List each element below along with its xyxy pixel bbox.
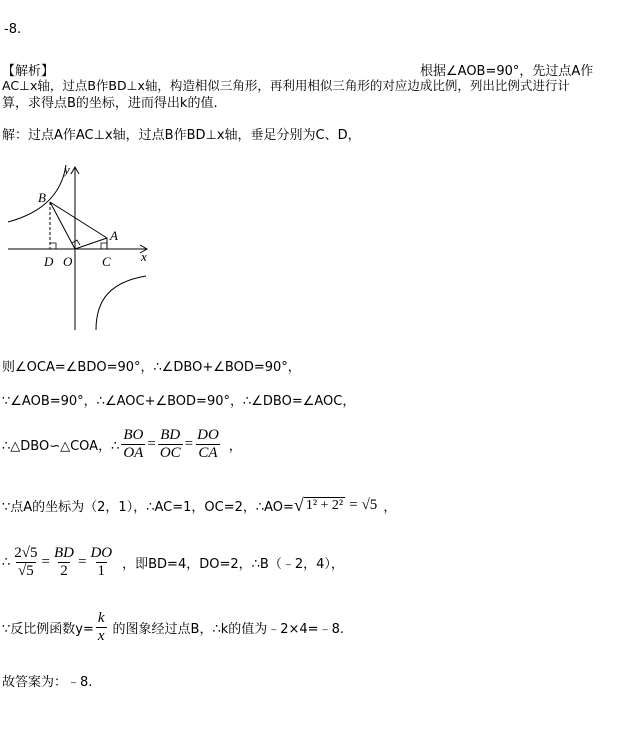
equals-sign: = — [184, 436, 194, 452]
analysis-text-line3: 算，求得点B的坐标，进而得出k的值. — [2, 96, 218, 111]
fraction-denominator: CA — [198, 445, 218, 461]
geometry-diagram — [0, 160, 170, 335]
line-f-pre: ∵反比例函数y= — [2, 622, 94, 637]
solution-line-b: ∵∠AOB=90°，∴∠AOC+∠BOD=90°，∴∠DBO=∠AOC， — [2, 394, 356, 409]
equals-sign: = — [41, 554, 50, 570]
label-y: y — [64, 162, 70, 177]
equals-sign: = — [147, 436, 156, 452]
fraction-denominator: 1 — [97, 563, 106, 579]
fraction-bo-oa — [121, 427, 145, 462]
fraction-denominator: √5 — [18, 563, 34, 579]
fraction-denominator: 2 — [60, 563, 68, 579]
fraction-bd-oc — [158, 427, 183, 462]
fraction-numerator: k — [97, 610, 105, 626]
fraction-2sqrt5-sqrt5 — [12, 545, 39, 580]
fraction-numerator: BD — [160, 427, 181, 443]
fraction-numerator: 2√5 — [14, 545, 38, 561]
segment-oa — [75, 238, 107, 249]
line-d-pre: ∵点A的坐标为（2，1），∴AC=1，OC=2，∴AO= — [2, 500, 294, 515]
line-e-pre: ∴ — [2, 555, 11, 570]
label-c: C — [102, 254, 111, 269]
fraction-bd-2 — [52, 545, 76, 580]
fraction-denominator: OA — [123, 445, 144, 461]
final-answer: 故答案为：﹣8. — [2, 675, 93, 690]
solution-line-c — [2, 427, 242, 462]
line-c-pre: ∴△DBO∽△COA，∴ — [2, 439, 120, 454]
solution-line-f — [2, 610, 344, 645]
analysis-text-right: 根据∠AOB=90°，先过点A作 — [420, 64, 594, 79]
hyperbola-branch-upper-left — [8, 165, 66, 222]
fraction-numerator: DO — [197, 427, 219, 443]
solution-intro: 解：过点A作AC⊥x轴，过点B作BD⊥x轴，垂足分别为C、D， — [2, 128, 361, 143]
fraction-k-x — [96, 610, 107, 645]
solution-line-a: 则∠OCA=∠BDO=90°，∴∠DBO+∠BOD=90°， — [2, 360, 301, 375]
fraction-denominator: OC — [159, 445, 181, 461]
label-d: D — [44, 254, 54, 269]
line-e-post: ，即BD=4，DO=2，∴B（﹣2，4）， — [122, 557, 344, 572]
label-a: A — [110, 228, 118, 243]
right-angle-mark-o — [72, 240, 80, 245]
label-b: B — [38, 190, 46, 205]
fraction-do-ca — [195, 427, 221, 462]
segment-ob — [50, 202, 75, 249]
analysis-text-line2: AC⊥x轴，过点B作BD⊥x轴，构造相似三角形，再利用相似三角形的对应边成比例，列出比例式进行计 — [2, 78, 570, 93]
equals-sign: = — [349, 497, 358, 513]
sqrt-symbol: √ — [293, 495, 304, 515]
analysis-label: 【解析】 — [2, 64, 55, 79]
hyperbola-branch-lower-right — [96, 276, 146, 330]
segment-ab — [50, 202, 107, 238]
fraction-numerator: BO — [123, 427, 144, 443]
right-angle-mark-d — [50, 243, 56, 249]
sqrt-five: √5 — [361, 497, 378, 513]
fraction-denominator: x — [97, 628, 105, 644]
fraction-numerator: DO — [90, 545, 113, 561]
line-c-post: ， — [228, 439, 242, 454]
top-answer: -8. — [4, 22, 22, 37]
solution-line-d — [2, 495, 396, 516]
label-x: x — [141, 249, 147, 264]
solution-line-e — [2, 545, 344, 580]
fraction-numerator: BD — [53, 545, 74, 561]
equals-sign: = — [77, 554, 87, 570]
sqrt-radicand: 1² + 2² — [305, 498, 344, 513]
line-f-post: 的图象经过点B，∴k的值为﹣2×4=﹣8. — [112, 622, 344, 637]
right-angle-mark-c — [101, 243, 107, 249]
line-d-post: ， — [383, 500, 397, 515]
label-o: O — [63, 254, 73, 269]
fraction-do-1 — [88, 545, 114, 580]
